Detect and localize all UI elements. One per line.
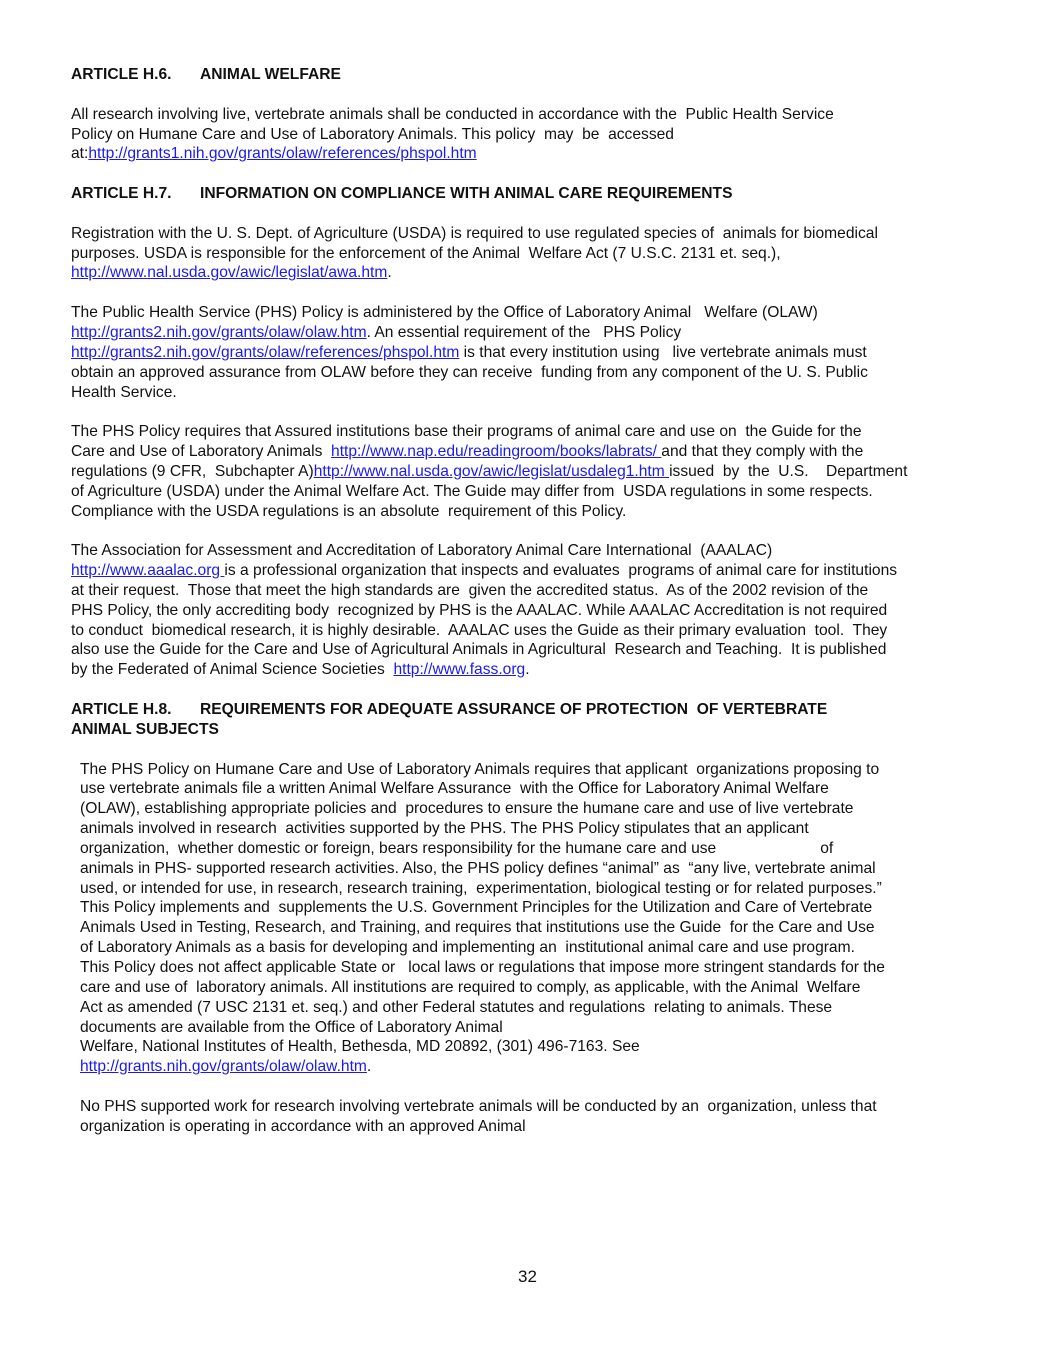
text-line [80, 799, 1031, 819]
blank-line [71, 680, 1031, 700]
text-segment: . [387, 264, 392, 282]
article-section [71, 184, 1031, 680]
text-segment: No PHS supported work for research involving vertebrate animals will be conducted by an organization, unless that [80, 1097, 877, 1115]
article-section [71, 65, 1031, 164]
article-heading [71, 720, 1031, 740]
text-segment: used, or intended for use, in research, research training, experimentation, biological testing or for related purposes.” [80, 879, 882, 897]
text-segment: The Association for Assessment and Accreditation of Laboratory Animal Care International (AAALAC) [71, 542, 773, 560]
text-line [71, 105, 1031, 125]
article-number: ARTICLE H.6. [71, 66, 172, 83]
text-segment: obtain an approved assurance from OLAW before they can receive funding from any component of the U. S. Public [71, 363, 868, 381]
text-segment: Animals Used in Testing, Research, and Training, and requires that institutions use the Guide for the Care and Use [80, 919, 875, 937]
text-line [80, 958, 1031, 978]
text-segment: of Laboratory Animals as a basis for developing and implementing an institutional animal care and use program. [80, 939, 855, 957]
text-line [71, 383, 1031, 403]
text-segment: to conduct biomedical research, it is highly desirable. AAALAC uses the Guide as their primary evaluation tool. They [71, 621, 888, 639]
text-segment: The PHS Policy on Humane Care and Use of Laboratory Animals requires that applicant organizations proposing to [80, 760, 880, 778]
article-number: ARTICLE H.8. [71, 701, 172, 718]
text-line [71, 422, 1031, 442]
text-line [71, 502, 1031, 522]
text-line [71, 621, 1031, 641]
text-line [80, 839, 1031, 859]
text-line [71, 442, 1031, 462]
document-body [71, 65, 1031, 1137]
text-line [71, 640, 1031, 660]
paragraph [71, 1097, 1031, 1137]
article-section [71, 700, 1031, 1137]
blank-line [71, 85, 1031, 105]
hyperlink[interactable]: http://www.fass.org [393, 661, 526, 679]
text-segment: The Public Health Service (PHS) Policy is administered by the Office of Laboratory Animal Welfare (OLAW) [71, 304, 818, 322]
text-line [71, 244, 1031, 264]
hyperlink[interactable]: http://grants1.nih.gov/grants/olaw/references/phspol.htm [88, 145, 477, 163]
text-line [80, 779, 1031, 799]
blank-line [71, 402, 1031, 422]
text-segment: . [366, 1058, 372, 1076]
text-segment: All research involving live, vertebrate animals shall be conducted in accordance with the Public Health Service [71, 105, 834, 123]
article-heading [71, 184, 1031, 204]
text-line [80, 1037, 1031, 1057]
text-segment: (OLAW), establishing appropriate policies and procedures to ensure the humane care and use of live vertebrate [80, 800, 854, 818]
text-line [71, 541, 1031, 561]
blank-line [71, 740, 1031, 760]
paragraph [71, 105, 1031, 165]
text-line [71, 125, 1031, 145]
text-line [80, 760, 1031, 780]
text-segment: also use the Guide for the Care and Use of Agricultural Animals in Agricultural Research and Teaching. It is published [71, 641, 887, 659]
article-title: ANIMAL WELFARE [200, 66, 341, 83]
text-line [80, 1057, 1031, 1077]
text-line [80, 1018, 1031, 1038]
blank-line [71, 1077, 1031, 1097]
blank-line [71, 164, 1031, 184]
article-title: REQUIREMENTS FOR ADEQUATE ASSURANCE OF PROTECTION OF VERTEBRATE [200, 701, 828, 718]
text-segment: documents are available from the Office of Laboratory Animal [80, 1018, 503, 1036]
text-line [71, 561, 1031, 581]
page-number: 32 [518, 1267, 537, 1286]
hyperlink[interactable]: http://www.aaalac.org [71, 562, 225, 580]
text-segment: organization, whether domestic or foreign, bears responsibility for the humane care and use of [80, 839, 834, 857]
text-line [80, 938, 1031, 958]
text-segment: This Policy does not affect applicable State or local laws or regulations that impose more stringent standards for the [80, 958, 885, 976]
text-segment: organization is operating in accordance with an approved Animal [80, 1117, 526, 1135]
article-title: ANIMAL SUBJECTS [71, 720, 219, 738]
paragraph [71, 760, 1031, 1078]
hyperlink[interactable]: http://www.nal.usda.gov/awic/legislat/awa.htm [71, 264, 388, 282]
text-segment: Compliance with the USDA regulations is an absolute requirement of this Policy. [71, 502, 627, 520]
text-segment: purposes. USDA is responsible for the enforcement of the Animal Welfare Act (7 U.S.C. 2131 et. seq.), [71, 244, 781, 262]
text-line [80, 998, 1031, 1018]
text-line [71, 581, 1031, 601]
text-line [71, 482, 1031, 502]
text-line [71, 224, 1031, 244]
hyperlink[interactable]: http://www.nap.edu/readingroom/books/labrats/ [331, 443, 662, 461]
text-line [80, 859, 1031, 879]
text-line [80, 879, 1031, 899]
article-title: INFORMATION ON COMPLIANCE WITH ANIMAL CARE REQUIREMENTS [200, 185, 733, 203]
text-line [71, 601, 1031, 621]
text-segment: Policy on Humane Care and Use of Laboratory Animals. This policy may be accessed [71, 125, 674, 143]
text-segment: issued by the U.S. Department [669, 462, 908, 480]
text-segment: The PHS Policy requires that Assured institutions base their programs of animal care and use on the Guide for the [71, 423, 862, 441]
text-segment: regulations (9 CFR, Subchapter A) [71, 462, 314, 480]
text-line [80, 898, 1031, 918]
paragraph [71, 541, 1031, 680]
text-line [80, 1117, 1031, 1137]
text-segment: animals in PHS- supported research activities. Also, the PHS policy defines “animal” as “any live, vertebrate animal [80, 859, 876, 877]
text-segment: of Agriculture (USDA) under the Animal Welfare Act. The Guide may differ from USDA regulations in some respects. [71, 482, 873, 500]
text-segment: Act as amended (7 USC 2131 et. seq.) and other Federal statutes and regulations relating to animals. These [80, 998, 833, 1016]
text-line [71, 263, 1031, 283]
text-line [71, 144, 1031, 164]
text-line [71, 462, 1031, 482]
text-segment: at their request. Those that meet the high standards are given the accredited status. As of the 2002 revision of the [71, 581, 869, 599]
paragraph [71, 422, 1031, 521]
text-line [80, 918, 1031, 938]
text-line [71, 303, 1031, 323]
text-line [71, 363, 1031, 383]
text-segment: and that they comply with the [661, 443, 864, 461]
text-line [71, 660, 1031, 680]
text-segment: Registration with the U. S. Dept. of Agriculture (USDA) is required to use regulated species of animals for biomedical [71, 224, 878, 242]
text-segment: Care and Use of Laboratory Animals [71, 443, 332, 461]
blank-line [71, 521, 1031, 541]
text-segment: animals involved in research activities supported by the PHS. The PHS Policy stipulates that an applicant [80, 820, 809, 838]
text-segment: Welfare, National Institutes of Health, Bethesda, MD 20892, (301) 496-7163. See [80, 1038, 640, 1056]
text-segment: is a professional organization that inspects and evaluates programs of animal care for institutions [224, 562, 898, 580]
text-segment: . An essential requirement of the PHS Policy [366, 323, 682, 341]
blank-line [71, 283, 1031, 303]
text-line [80, 1097, 1031, 1117]
text-line [71, 343, 1031, 363]
text-segment: This Policy implements and supplements the U.S. Government Principles for the Utilization and Care of Vertebrate [80, 899, 873, 917]
article-number: ARTICLE H.7. [71, 185, 172, 203]
paragraph [71, 224, 1031, 284]
paragraph [71, 303, 1031, 402]
text-line [80, 819, 1031, 839]
text-segment: care and use of laboratory animals. All institutions are required to comply, as applicable, with the Animal Welfare [80, 978, 861, 996]
hyperlink[interactable]: http://grants2.nih.gov/grants/olaw/references/phspol.htm [71, 343, 460, 361]
article-heading [71, 700, 1031, 720]
text-segment: use vertebrate animals file a written Animal Welfare Assurance with the Office for Laboratory Animal Welfare [80, 780, 829, 798]
text-segment: . [525, 661, 530, 679]
blank-line [71, 204, 1031, 224]
text-segment: at: [71, 145, 89, 163]
text-segment: Health Service. [71, 383, 177, 401]
hyperlink[interactable]: http://www.nal.usda.gov/awic/legislat/usdaleg1.htm [313, 462, 670, 480]
article-heading [71, 65, 1031, 85]
text-line [71, 323, 1031, 343]
text-line [80, 978, 1031, 998]
hyperlink[interactable]: http://grants.nih.gov/grants/olaw/olaw.htm [80, 1058, 367, 1076]
text-segment: is that every institution using live vertebrate animals must [459, 343, 867, 361]
hyperlink[interactable]: http://grants2.nih.gov/grants/olaw/olaw.htm [71, 323, 367, 341]
text-segment: PHS Policy, the only accrediting body recognized by PHS is the AAALAC. While AAALAC Accreditation is not required [71, 601, 888, 619]
text-segment: by the Federated of Animal Science Societies [71, 661, 394, 679]
